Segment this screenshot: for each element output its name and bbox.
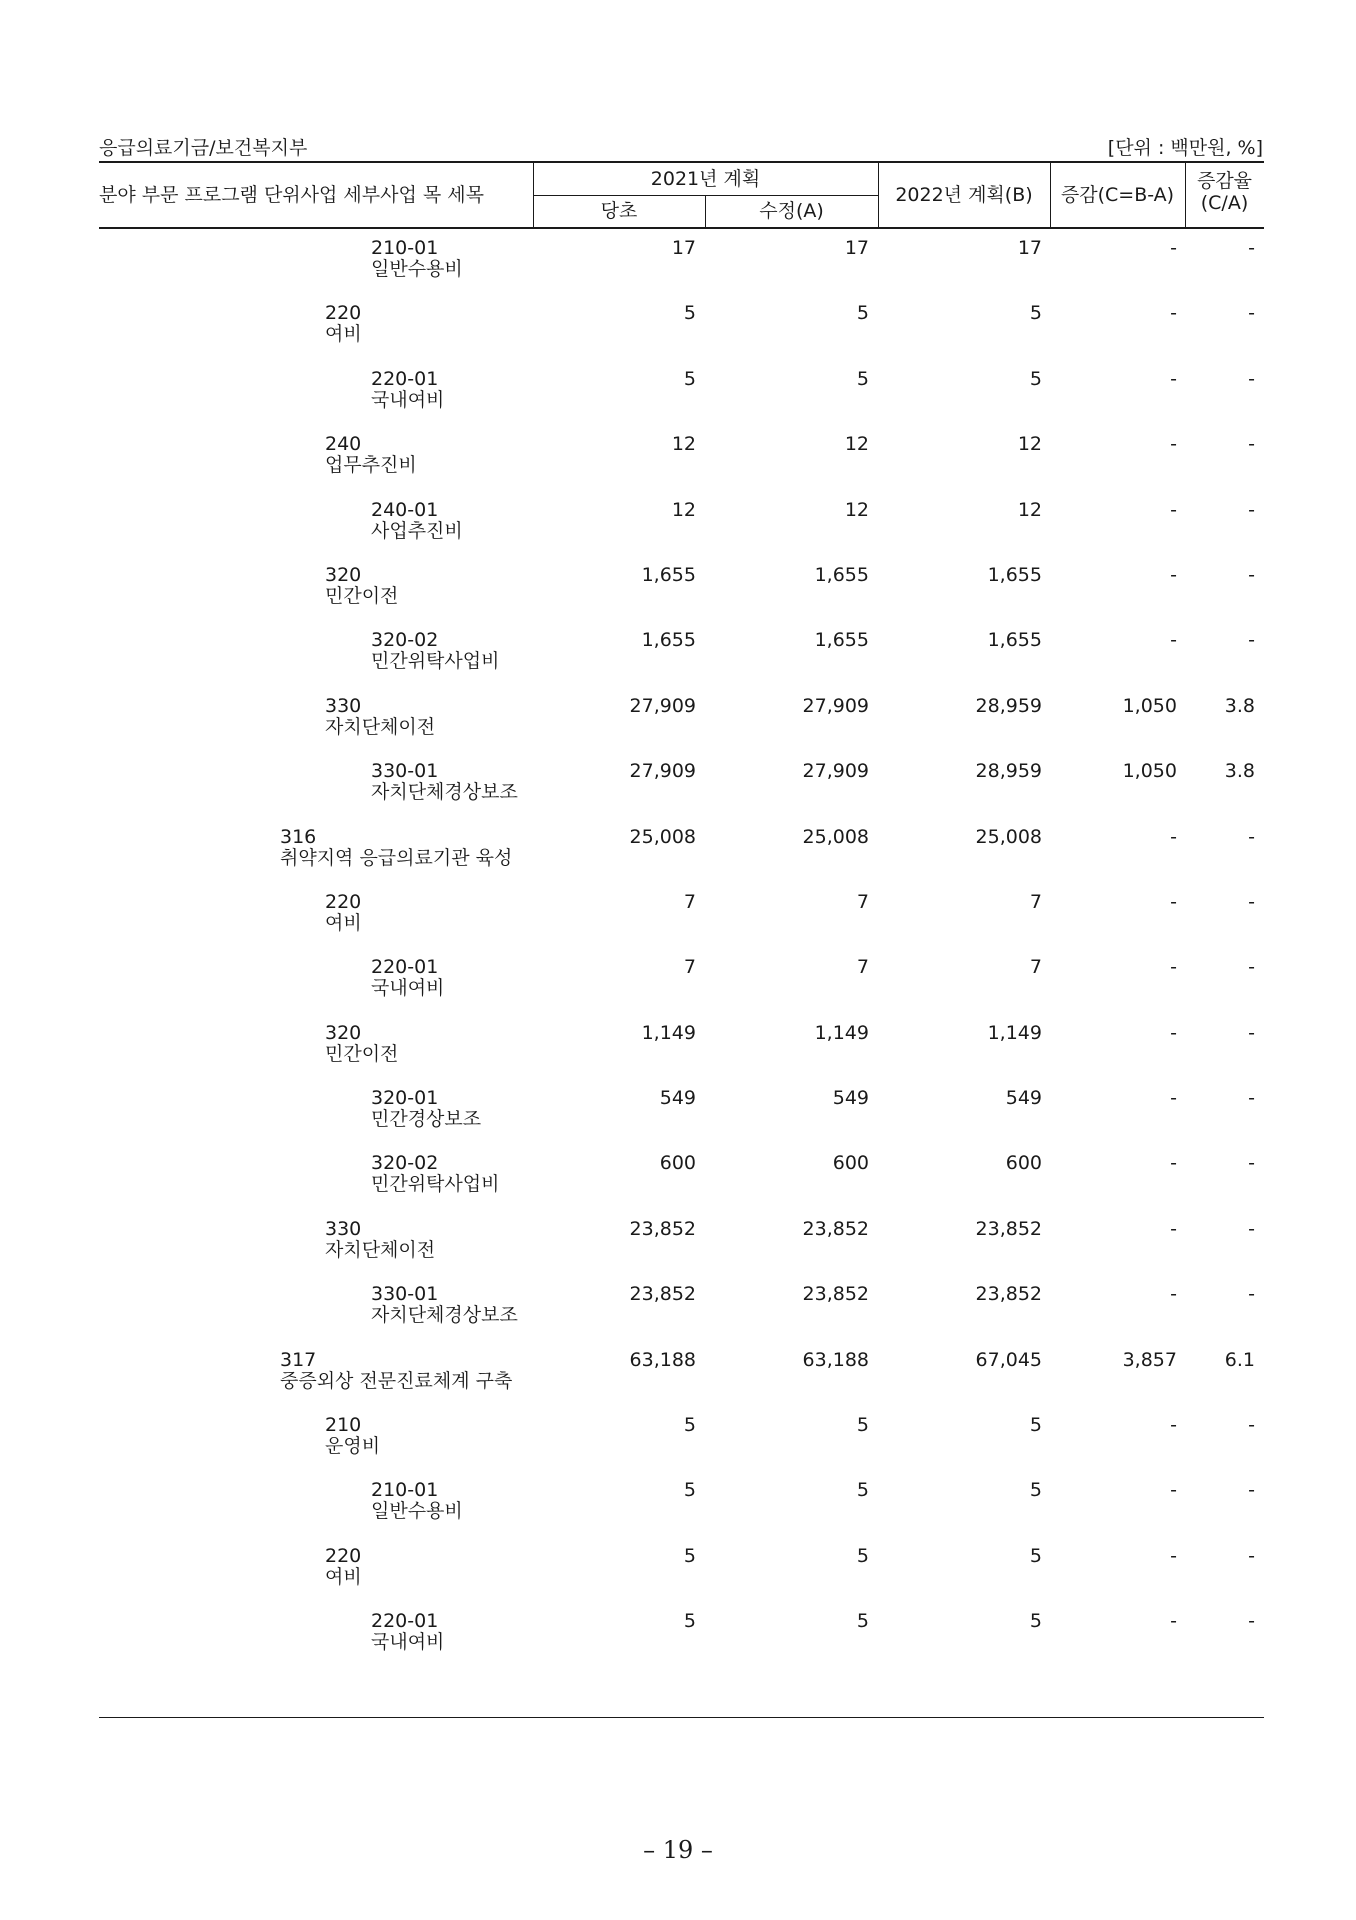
rate-value: - (1248, 629, 1255, 652)
item-name: 사업추진비 (371, 519, 463, 542)
rate-value: - (1248, 1610, 1255, 1633)
plan-2022-value: 1,655 (987, 629, 1042, 652)
revised-value: 12 (844, 498, 869, 521)
item-code: 316 (280, 825, 317, 848)
item-name: 여비 (325, 323, 362, 346)
item-cell (325, 1023, 398, 1065)
table-row (0, 295, 1356, 360)
table-row (0, 1080, 1356, 1145)
original-value: 23,852 (629, 1283, 696, 1306)
plan-2022-header: 2022년 계획(B) (895, 184, 1033, 206)
item-cell (325, 1546, 362, 1588)
original-value: 23,852 (629, 1217, 696, 1240)
item-cell (325, 1415, 380, 1457)
change-value: - (1170, 1544, 1177, 1567)
change-value: - (1170, 1283, 1177, 1306)
plan-2022-value: 67,045 (975, 1348, 1042, 1371)
revised-value: 27,909 (802, 694, 869, 717)
plan-2022-value: 549 (1005, 1087, 1042, 1110)
item-cell (280, 827, 512, 869)
rate-value: 3.8 (1224, 694, 1255, 717)
original-value: 1,655 (641, 629, 696, 652)
item-code: 330 (325, 1217, 362, 1240)
item-name: 국내여비 (371, 1631, 445, 1654)
original-value: 5 (683, 1610, 696, 1633)
revised-value: 5 (856, 367, 869, 390)
hierarchy-header: 분야 부문 프로그램 단위사업 세부사업 목 세목 (99, 184, 484, 206)
change-value: - (1170, 1610, 1177, 1633)
original-value: 25,008 (629, 825, 696, 848)
item-code: 210-01 (371, 1479, 439, 1502)
revised-value: 1,655 (814, 629, 869, 652)
change-value: - (1170, 825, 1177, 848)
change-header: 증감(C=B-A) (1060, 184, 1175, 206)
revised-value: 23,852 (802, 1283, 869, 1306)
item-cell (325, 1219, 435, 1261)
change-value: - (1170, 367, 1177, 390)
plan-2022-value: 5 (1029, 1610, 1042, 1633)
change-value: 1,050 (1122, 760, 1177, 783)
unit-label: [단위 : 백만원, %] (1107, 137, 1263, 159)
item-name: 일반수용비 (371, 1500, 463, 1523)
table-row (0, 557, 1356, 622)
table-row (0, 1015, 1356, 1080)
page-number: – 19 – (643, 1836, 713, 1864)
budget-table-body (0, 230, 1356, 1669)
revised-value: 7 (856, 956, 869, 979)
change-value: - (1170, 1217, 1177, 1240)
plan-2022-value: 12 (1017, 498, 1042, 521)
item-name: 민간이전 (325, 1042, 399, 1065)
original-value: 27,909 (629, 694, 696, 717)
rate-value: - (1248, 1021, 1255, 1044)
original-value: 5 (683, 1414, 696, 1437)
rate-value: - (1248, 825, 1255, 848)
item-cell (371, 1480, 463, 1522)
table-row (0, 426, 1356, 491)
plan-2022-value: 1,655 (987, 563, 1042, 586)
item-cell (371, 238, 463, 280)
item-cell (371, 630, 499, 672)
original-value: 1,655 (641, 563, 696, 586)
rate-value: - (1248, 1414, 1255, 1437)
table-row (0, 1276, 1356, 1341)
table-row (0, 1603, 1356, 1668)
item-code: 210 (325, 1414, 362, 1437)
table-row (0, 230, 1356, 295)
original-value: 12 (671, 433, 696, 456)
item-cell (371, 1088, 481, 1130)
revised-value: 63,188 (802, 1348, 869, 1371)
plan-2022-value: 1,149 (987, 1021, 1042, 1044)
table-row (0, 622, 1356, 687)
item-code: 317 (280, 1348, 317, 1371)
item-cell (371, 1153, 499, 1195)
table-row (0, 492, 1356, 557)
rate-value: - (1248, 433, 1255, 456)
change-value: - (1170, 1414, 1177, 1437)
revised-value: 5 (856, 1414, 869, 1437)
item-code: 240-01 (371, 498, 439, 521)
table-row (0, 753, 1356, 818)
change-value: - (1170, 890, 1177, 913)
item-cell (371, 761, 518, 803)
item-code: 320 (325, 1021, 362, 1044)
item-name: 자치단체경상보조 (371, 1304, 518, 1327)
change-value: - (1170, 1087, 1177, 1110)
item-name: 일반수용비 (371, 258, 463, 280)
rate-value: - (1248, 956, 1255, 979)
item-code: 220-01 (371, 956, 439, 979)
original-value: 5 (683, 302, 696, 325)
rate-value: - (1248, 498, 1255, 521)
rate-value: - (1248, 1217, 1255, 1240)
item-code: 330-01 (371, 760, 439, 783)
plan-2022-value: 5 (1029, 1479, 1042, 1502)
rate-header-line1: 증감율 (1196, 170, 1253, 192)
item-cell (371, 1284, 518, 1326)
original-value: 63,188 (629, 1348, 696, 1371)
item-name: 취약지역 응급의료기관 육성 (280, 846, 513, 869)
table-row (0, 1145, 1356, 1210)
revised-value: 27,909 (802, 760, 869, 783)
original-value: 600 (659, 1152, 696, 1175)
rate-value: - (1248, 1479, 1255, 1502)
item-cell (280, 1350, 512, 1392)
revised-value: 5 (856, 302, 869, 325)
item-name: 업무추진비 (325, 454, 417, 477)
item-name: 중증외상 전문진료체계 구축 (280, 1369, 513, 1392)
plan-2021-header: 2021년 계획 (650, 168, 761, 190)
table-header-bottom-rule (99, 227, 1264, 229)
revised-value: 1,655 (814, 563, 869, 586)
change-value: - (1170, 1479, 1177, 1502)
table-row (0, 1472, 1356, 1537)
table-row (0, 361, 1356, 426)
plan-2022-value: 7 (1029, 956, 1042, 979)
rate-value: - (1248, 367, 1255, 390)
table-row (0, 819, 1356, 884)
change-value: - (1170, 1021, 1177, 1044)
rate-value: - (1248, 563, 1255, 586)
table-row (0, 949, 1356, 1014)
item-name: 국내여비 (371, 977, 445, 1000)
item-code: 320 (325, 563, 362, 586)
original-value: 5 (683, 1479, 696, 1502)
item-name: 국내여비 (371, 388, 445, 411)
revised-header: 수정(A) (759, 200, 824, 222)
plan-2022-value: 5 (1029, 367, 1042, 390)
plan-2022-value: 12 (1017, 433, 1042, 456)
item-code: 320-01 (371, 1087, 439, 1110)
revised-value: 23,852 (802, 1217, 869, 1240)
item-cell (371, 369, 444, 411)
rate-value: 6.1 (1224, 1348, 1255, 1371)
change-value: - (1170, 498, 1177, 521)
item-code: 330-01 (371, 1283, 439, 1306)
item-name: 자치단체이전 (325, 1238, 436, 1261)
item-cell (325, 565, 398, 607)
table-row (0, 1211, 1356, 1276)
item-code: 220 (325, 1544, 362, 1567)
item-cell (325, 892, 362, 934)
plan-2022-value: 17 (1017, 237, 1042, 259)
change-value: - (1170, 237, 1177, 259)
rate-value: 3.8 (1224, 760, 1255, 783)
original-header: 당초 (600, 200, 638, 222)
item-code: 210-01 (371, 237, 439, 259)
item-name: 여비 (325, 911, 362, 934)
item-code: 220 (325, 890, 362, 913)
rate-value: - (1248, 302, 1255, 325)
plan-2022-value: 600 (1005, 1152, 1042, 1175)
fund-title: 응급의료기금/보건복지부 (99, 137, 308, 159)
plan-2022-value: 5 (1029, 302, 1042, 325)
revised-value: 12 (844, 433, 869, 456)
rate-value: - (1248, 237, 1255, 259)
item-cell (325, 696, 435, 738)
item-code: 220-01 (371, 1610, 439, 1633)
revised-value: 549 (832, 1087, 869, 1110)
rate-value: - (1248, 1283, 1255, 1306)
item-code: 330 (325, 694, 362, 717)
original-value: 549 (659, 1087, 696, 1110)
item-code: 240 (325, 433, 362, 456)
table-top-rule (99, 161, 1264, 163)
item-name: 운영비 (325, 1435, 381, 1458)
rate-value: - (1248, 1152, 1255, 1175)
revised-value: 7 (856, 890, 869, 913)
original-value: 1,149 (641, 1021, 696, 1044)
table-row (0, 1538, 1356, 1603)
rate-value: - (1248, 890, 1255, 913)
change-value: - (1170, 956, 1177, 979)
plan-2022-value: 5 (1029, 1414, 1042, 1437)
change-value: - (1170, 433, 1177, 456)
table-row (0, 1407, 1356, 1472)
revised-value: 1,149 (814, 1021, 869, 1044)
plan-2022-value: 5 (1029, 1544, 1042, 1567)
revised-value: 25,008 (802, 825, 869, 848)
plan-2022-value: 23,852 (975, 1217, 1042, 1240)
change-value: - (1170, 302, 1177, 325)
original-value: 27,909 (629, 760, 696, 783)
item-code: 320-02 (371, 1152, 439, 1175)
original-value: 7 (683, 956, 696, 979)
item-cell (371, 1611, 444, 1653)
table-row (0, 884, 1356, 949)
table-bottom-rule (99, 1717, 1264, 1718)
table-row (0, 1342, 1356, 1407)
revised-value: 600 (832, 1152, 869, 1175)
item-name: 자치단체경상보조 (371, 781, 518, 804)
rate-header-line2: (C/A) (1200, 192, 1249, 214)
item-cell (325, 303, 362, 345)
original-value: 5 (683, 367, 696, 390)
revised-value: 17 (844, 237, 869, 259)
original-value: 7 (683, 890, 696, 913)
item-code: 220-01 (371, 367, 439, 390)
item-name: 민간위탁사업비 (371, 650, 500, 673)
change-value: - (1170, 563, 1177, 586)
table-row (0, 688, 1356, 753)
revised-value: 5 (856, 1610, 869, 1633)
item-cell (371, 500, 463, 542)
rate-header (1185, 170, 1264, 214)
item-name: 민간이전 (325, 584, 399, 607)
original-value: 5 (683, 1544, 696, 1567)
item-cell (371, 957, 444, 999)
rate-value: - (1248, 1544, 1255, 1567)
item-cell (325, 434, 417, 476)
plan-2022-value: 23,852 (975, 1283, 1042, 1306)
plan-2022-value: 25,008 (975, 825, 1042, 848)
plan-2022-value: 7 (1029, 890, 1042, 913)
revised-value: 5 (856, 1544, 869, 1567)
item-code: 320-02 (371, 629, 439, 652)
change-value: - (1170, 629, 1177, 652)
original-value: 12 (671, 498, 696, 521)
item-name: 민간경상보조 (371, 1108, 482, 1131)
change-value: - (1170, 1152, 1177, 1175)
item-name: 여비 (325, 1565, 362, 1588)
change-value: 3,857 (1122, 1348, 1177, 1371)
item-code: 220 (325, 302, 362, 325)
original-value: 17 (671, 237, 696, 259)
change-value: 1,050 (1122, 694, 1177, 717)
item-name: 자치단체이전 (325, 715, 436, 738)
revised-value: 5 (856, 1479, 869, 1502)
plan-2022-value: 28,959 (975, 760, 1042, 783)
rate-value: - (1248, 1087, 1255, 1110)
plan-2022-value: 28,959 (975, 694, 1042, 717)
item-name: 민간위탁사업비 (371, 1173, 500, 1196)
